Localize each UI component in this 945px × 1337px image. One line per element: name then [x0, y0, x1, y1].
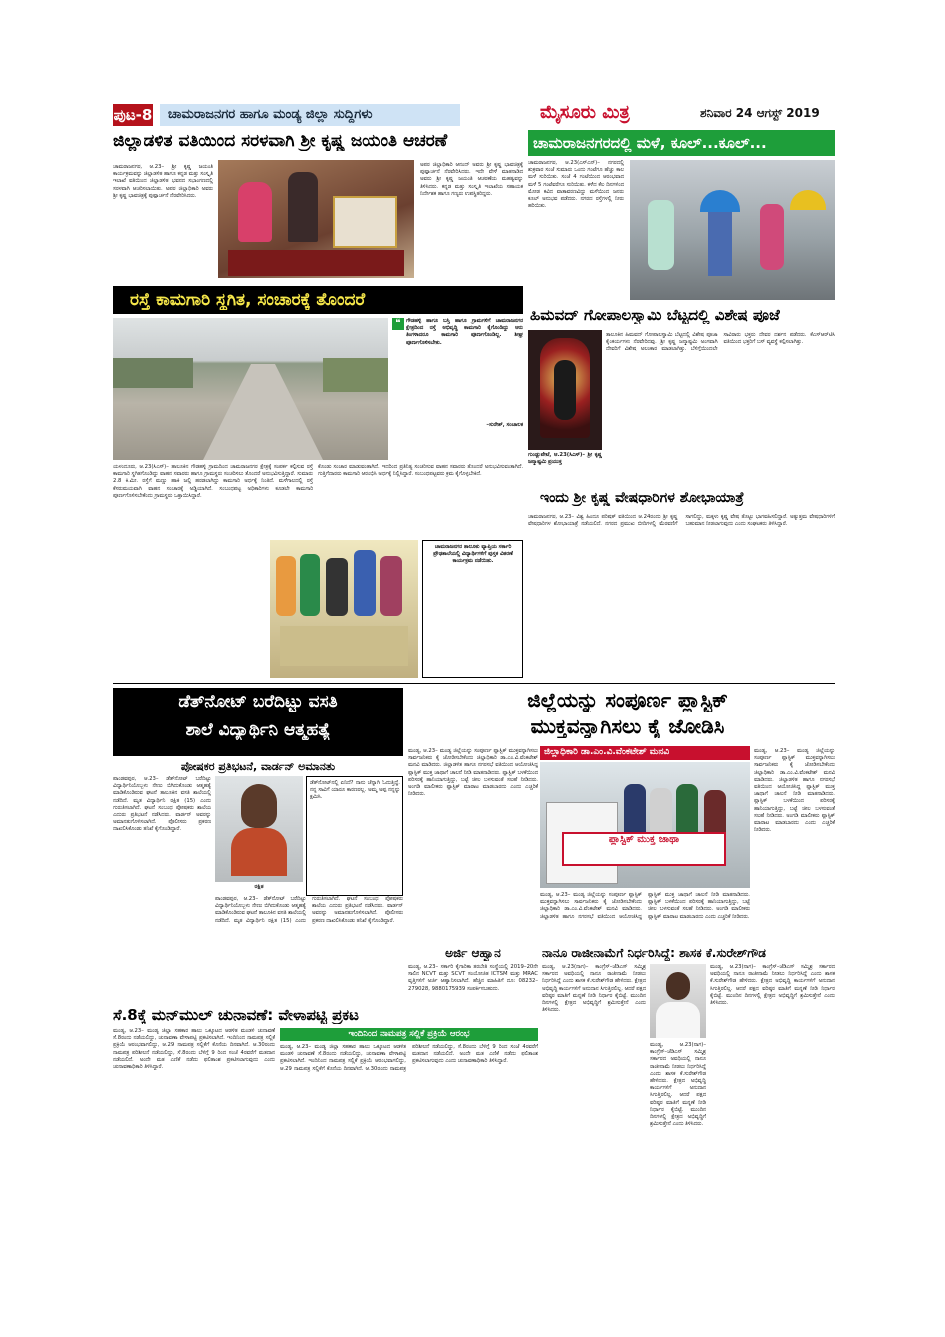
manmul-strip: ಇಂದಿನಿಂದ ನಾಮಪತ್ರ ಸಲ್ಲಿಕೆ ಪ್ರಕ್ರಿಯೆ ಆರಂಭ — [348, 1029, 470, 1039]
school-photo — [270, 540, 418, 678]
rajinama-photo — [650, 964, 706, 1038]
rajinama-body-2: ಮಂಡ್ಯ, ಆ.23(ನಾಗ)– ಕಾಂಗ್ರೆಸ್–ಜೆಡಿಎಸ್ ಸಮ್ಮಿಶ್ರ ಸರ್ಕಾರದ ಅವಧಿಯಲ್ಲಿ ನಾನೂ ರಾಜೀನಾಮೆ ನೀಡಲು ನಿರ್ಧರಿಸಿದ್ದೆ ಎಂದು ಶಾಸಕ ಕೆ.ಸುರೇಶ್‌ಗೌಡ ಹೇಳಿದರು. ಕ್ಷೇತ್ರದ ಅಭಿವೃದ್ಧಿ ಕಾರ್ಯಗಳಿಗೆ ಅನುದಾನ ಸಿಗುತ್ತಿರಲಿಲ್ಲ. ಆದರೆ ಪಕ್ಷದ ವರಿಷ್ಠರ ಮಾತಿಗೆ ಮನ್ನಣೆ ನೀಡಿ ನಿರ್ಧಾರ ಕೈಬಿಟ್ಟೆ. ಮುಂದಿನ ದಿನಗಳಲ್ಲಿ ಕ್ಷೇತ್ರದ ಅಭಿವೃದ್ಧಿಗೆ ಶ್ರಮಿಸುತ್ತೇನೆ ಎಂದು ತಿಳಿಸಿದರು. — [710, 964, 835, 1007]
road-quote-box — [392, 318, 523, 442]
manmul-headline: ಸೆ.8ಕ್ಕೆ ಮನ್‌ಮುಲ್ ಚುನಾವಣೆ: ವೇಳಾಪಟ್ಟಿ ಪ್ರಕಟ — [113, 1006, 359, 1024]
plastic-headline-1: ಜಿಲ್ಲೆಯನ್ನು ಸಂಪೂರ್ಣ ಪ್ಲಾಸ್ಟಿಕ್ — [527, 688, 728, 712]
death-headline-2: ಶಾಲೆ ವಿದ್ಯಾರ್ಥಿನಿ ಆತ್ಮಹತ್ಯೆ — [185, 720, 331, 740]
himavad-caption: ಗುಂಡ್ಲುಪೇಟೆ, ಆ.23(ಸಿಎಸ್)– ಶ್ರೀ ಕೃಷ್ಣ ಜನ್ಮಾಷ್ಟಮಿ ಪ್ರಯುಕ್ತ — [528, 452, 602, 466]
procession-headline: ಇಂದು ಶ್ರೀ ಕೃಷ್ಣ ವೇಷಧಾರಿಗಳ ಶೋಭಾಯಾತ್ರೆ — [540, 490, 744, 506]
plastic-banner: ಪ್ಲಾಸ್ಟಿಕ್ ಮುಕ್ತ ಜಾಥಾ — [608, 834, 680, 845]
newspaper-brand: ಮೈಸೂರು ಮಿತ್ರ — [540, 102, 630, 123]
rajinama-body: ಮಂಡ್ಯ, ಆ.23(ನಾಗ)– ಕಾಂಗ್ರೆಸ್–ಜೆಡಿಎಸ್ ಸಮ್ಮಿಶ್ರ ಸರ್ಕಾರದ ಅವಧಿಯಲ್ಲಿ ನಾನೂ ರಾಜೀನಾಮೆ ನೀಡಲು ನಿರ್ಧರಿಸಿದ್ದೆ ಎಂದು ಶಾಸಕ ಕೆ.ಸುರೇಶ್‌ಗೌಡ ಹೇಳಿದರು. ಕ್ಷೇತ್ರದ ಅಭಿವೃದ್ಧಿ ಕಾರ್ಯಗಳಿಗೆ ಅನುದಾನ ಸಿಗುತ್ತಿರಲಿಲ್ಲ. ಆದರೆ ಪಕ್ಷದ ವರಿಷ್ಠರ ಮಾತಿಗೆ ಮನ್ನಣೆ ನೀಡಿ ನಿರ್ಧಾರ ಕೈಬಿಟ್ಟೆ. ಮುಂದಿನ ದಿನಗಳಲ್ಲಿ ಕ್ಷೇತ್ರದ ಅಭಿವೃದ್ಧಿಗೆ ಶ್ರಮಿಸುತ್ತೇನೆ ಎಂದು ತಿಳಿಸಿದರು. — [542, 964, 646, 1014]
death-headline-1: ಡೆತ್‌ನೋಟ್ ಬರೆದಿಟ್ಟು ವಸತಿ — [178, 692, 338, 712]
road-body-2: ಕೊಂಡು ಸಂಚಾರ ಮಾಡುವಂತಾಗಿದೆ. ಇದರಿಂದ ಪ್ರತಿನಿತ್ಯ ಸಂಚರಿಸುವ ವಾಹನ ಸವಾರರು ತೊಂದರೆ ಅನುಭವಿಸುವಂತಾಗಿದೆ. ಗುತ್ತಿಗೆದಾರರು ಕಾಮಗಾರಿ ಆರಂಭಿಸಿ ಅರ್ಧಕ್ಕೆ ನಿಲ್ಲಿಸಿದ್ದಾರೆ. ಸಂಬಂಧಪಟ್ಟವರು ಕ್ರಮ ಕೈಗೊಳ್ಳಬೇಕಿದೆ. — [318, 464, 523, 478]
application-headline: ಅರ್ಜಿ ಆಹ್ವಾನ — [445, 946, 501, 960]
death-body: ಪಾಂಡವಪುರ, ಆ.23– ಡೆತ್‌ನೋಟ್ ಬರೆದಿಟ್ಟು ವಿದ್ಯಾರ್ಥಿನಿಯೊಬ್ಬಳು ನೇಣು ಬಿಗಿದುಕೊಂಡು ಆತ್ಮಹತ್ಯೆ ಮಾಡಿಕೊಂಡಿರುವ ಘಟನೆ ತಾಲೂಕಿನ ವಸತಿ ಶಾಲೆಯಲ್ಲಿ ನಡೆದಿದೆ. ಮೃತ ವಿದ್ಯಾರ್ಥಿನಿ ರಕ್ಷಿತ (15) ಎಂದು ಗುರುತಿಸಲಾಗಿದೆ. ಘಟನೆ ಸಂಬಂಧ ಪೋಷಕರು ಶಾಲೆಯ ಎದುರು ಪ್ರತಿಭಟನೆ ನಡೆಸಿದರು. ವಾರ್ಡನ್ ಅವರನ್ನು ಅಮಾನತುಗೊಳಿಸಲಾಗಿದೆ. ಪೊಲೀಸರು ಪ್ರಕರಣ ದಾಖಲಿಸಿಕೊಂಡು ತನಿಖೆ ಕೈಗೊಂಡಿದ್ದಾರೆ. — [113, 776, 211, 833]
page-number-badge: ಪುಟ-8 — [113, 106, 153, 124]
krishna-headline: ಜಿಲ್ಲಾಡಳಿತ ವತಿಯಿಂದ ಸರಳವಾಗಿ ಶ್ರೀ ಕೃಷ್ಣ ಜಯಂತಿ ಆಚರಣೆ — [113, 131, 448, 151]
procession-body: ಚಾಮರಾಜನಗರ, ಆ.23– ವಿಶ್ವ ಹಿಂದೂ ಪರಿಷತ್ ವತಿಯಿಂದ ಆ.24ರಂದು ಶ್ರೀ ಕೃಷ್ಣ ವೇಷಧಾರಿಗಳ ಶೋಭಾಯಾತ್ರೆ ನಡೆಯಲಿದೆ. ನಗರದ ಪ್ರಮುಖ ಬೀದಿಗಳಲ್ಲಿ ಮೆರವಣಿಗೆ ಸಾಗಲಿದ್ದು, ಮಕ್ಕಳು ಕೃಷ್ಣ ವೇಷ ತೊಟ್ಟು ಭಾಗವಹಿಸಲಿದ್ದಾರೆ. ಅತ್ಯುತ್ತಮ ವೇಷಧಾರಿಗಳಿಗೆ ಬಹುಮಾನ ನೀಡಲಾಗುವುದು ಎಂದು ಸಂಘಟಕರು ತಿಳಿಸಿದ್ದಾರೆ. — [528, 514, 835, 528]
rain-photo — [630, 160, 835, 300]
road-body: ಯಳಂದೂರು, ಆ.23(ಸಿಎಸ್)– ತಾಲೂಕಿನ ಗೌಡಹಳ್ಳಿ ಗ್ರಾಮದಿಂದ ಚಾಮರಾಜನಗರ ಕ್ಷೇತ್ರಕ್ಕೆ ಸಂಪರ್ಕ ಕಲ್ಪಿಸುವ ರಸ್ತೆ ಕಾಮಗಾರಿ ಸ್ಥಗಿತಗೊಂಡಿದ್ದು ವಾಹನ ಸವಾರರು ಹಾಗೂ ಗ್ರಾಮಸ್ಥರು ಸಂಚರಿಸಲು ತೊಂದರೆ ಅನುಭವಿಸುತ್ತಿದ್ದಾರೆ. ಸುಮಾರು 2.8 ಕಿ.ಮೀ. ರಸ್ತೆಗೆ ಮಣ್ಣು ಹಾಕಿ ಜಲ್ಲಿ ಹರಡಲಾಗಿದ್ದು ಕಾಮಗಾರಿ ಅರ್ಧಕ್ಕೆ ನಿಂತಿದೆ. ಮಳೆಗಾಲದಲ್ಲಿ ರಸ್ತೆ ಕೆಸರುಮಯವಾಗಿ ವಾಹನ ಸಂಚಾರಕ್ಕೆ ಅಡ್ಡಿಯಾಗಿದೆ. ಸಂಬಂಧಪಟ್ಟ ಅಧಿಕಾರಿಗಳು ಕೂಡಲೇ ಕಾಮಗಾರಿ ಪೂರ್ಣಗೊಳಿಸಬೇಕೆಂದು ಗ್ರಾಮಸ್ಥರು ಒತ್ತಾಯಿಸಿದ್ದಾರೆ. — [113, 464, 313, 499]
application-body: ಮಂಡ್ಯ, ಆ.23– ಸರ್ಕಾರಿ ಕೈಗಾರಿಕಾ ತರಬೇತಿ ಸಂಸ್ಥೆಯಲ್ಲಿ 2019–20ನೇ ಸಾಲಿನ NCVT ಮತ್ತು SCVT ಸಂಯೋಜಿತ ICTSM ಮತ್ತು MRAC ವೃತ್ತಿಗಳಿಗೆ ಅರ್ಜಿ ಆಹ್ವಾನಿಸಲಾಗಿದೆ. ಹೆಚ್ಚಿನ ಮಾಹಿತಿಗೆ ದೂ: 08232–279028, 9880175939 ಸಂಪರ್ಕಿಸಬಹುದು. — [408, 964, 538, 992]
himavad-photo — [528, 330, 602, 450]
plastic-headline-2: ಮುಕ್ತವನ್ನಾಗಿಸಲು ಕೈ ಜೋಡಿಸಿ — [530, 714, 725, 738]
road-quote-text: ಗೌಡಹಳ್ಳಿ ಹಾಗೂ ಬಸ್ತಿ ಹಾಗೂ ಗ್ರಾಮಗಳಿಗೆ ಚಾಮರಾಜನಗರ ಕ್ಷೇತ್ರದಿಂದ ರಸ್ತೆ ಅಭಿವೃದ್ಧಿ ಕಾಮಗಾರಿ ಕೈಗೊಂಡಿದ್ದು ಆರು ತಿಂಗಳಾದರೂ ಕಾಮಗಾರಿ ಪೂರ್ಣಗೊಂಡಿಲ್ಲ. ಶೀಘ್ರ ಪೂರ್ಣಗೊಳಿಸಬೇಕು. — [406, 318, 523, 346]
krishna-body-right: ಅಪರ ಜಿಲ್ಲಾಧಿಕಾರಿ ಆನಂದ್ ಅವರು ಶ್ರೀ ಕೃಷ್ಣ ಭಾವಚಿತ್ರಕ್ಕೆ ಪುಷ್ಪಾರ್ಚನೆ ನೆರವೇರಿಸಿದರು. ಇದೇ ವೇಳೆ ಮಾತನಾಡಿದ ಅವರು ಶ್ರೀ ಕೃಷ್ಣ ಜಯಂತಿ ಆಚರಣೆಯ ಮಹತ್ವವನ್ನು ತಿಳಿಸಿದರು. ಕನ್ನಡ ಮತ್ತು ಸಂಸ್ಕೃತಿ ಇಲಾಖೆಯ ಸಹಾಯಕ ನಿರ್ದೇಶಕ ಹಾಗೂ ಗಣ್ಯರು ಉಪಸ್ಥಿತರಿದ್ದರು. — [420, 162, 523, 197]
death-subhead: ಪೋಷಕರ ಪ್ರತಿಭಟನೆ, ವಾರ್ಡನ್ ಅಮಾನತು — [180, 760, 336, 773]
death-sidebox-text: ಡೆತ್‌ನೋಟ್‌ನಲ್ಲಿ ಏನಿದೆ? ನಾನು ಚೆನ್ನಾಗಿ ಓದುತ್ತಿದ್ದೆ. ನನ್ನ ಸಾವಿಗೆ ಯಾರೂ ಕಾರಣರಲ್ಲ. ಅಮ್ಮ ಅಪ್ಪ ನನ್ನನ್ನು ಕ್ಷಮಿಸಿ. — [310, 780, 400, 801]
plastic-body: ಮಂಡ್ಯ, ಆ.23– ಮಂಡ್ಯ ಜಿಲ್ಲೆಯನ್ನು ಸಂಪೂರ್ಣ ಪ್ಲಾಸ್ಟಿಕ್ ಮುಕ್ತವನ್ನಾಗಿಸಲು ಸಾರ್ವಜನಿಕರು ಕೈ ಜೋಡಿಸಬೇಕೆಂದು ಜಿಲ್ಲಾಧಿಕಾರಿ ಡಾ.ಎಂ.ವಿ.ವೆಂಕಟೇಶ್ ಮನವಿ ಮಾಡಿದರು. ಜಿಲ್ಲಾಡಳಿತ ಹಾಗೂ ನಗರಸಭೆ ವತಿಯಿಂದ ಆಯೋಜಿಸಿದ್ದ ಪ್ಲಾಸ್ಟಿಕ್ ಮುಕ್ತ ಜಾಥಾಗೆ ಚಾಲನೆ ನೀಡಿ ಮಾತನಾಡಿದರು. ಪ್ಲಾಸ್ಟಿಕ್ ಬಳಕೆಯಿಂದ ಪರಿಸರಕ್ಕೆ ಹಾನಿಯಾಗುತ್ತಿದ್ದು, ಬಟ್ಟೆ ಚೀಲ ಬಳಸುವಂತೆ ಸಲಹೆ ನೀಡಿದರು. ಅಂಗಡಿ ಮಾಲೀಕರು ಪ್ಲಾಸ್ಟಿಕ್ ಮಾರಾಟ ಮಾಡಬಾರದು ಎಂದು ಎಚ್ಚರಿಕೆ ನೀಡಿದರು. — [408, 748, 538, 798]
death-photo — [215, 776, 303, 882]
plastic-body-3: ಮಂಡ್ಯ, ಆ.23– ಮಂಡ್ಯ ಜಿಲ್ಲೆಯನ್ನು ಸಂಪೂರ್ಣ ಪ್ಲಾಸ್ಟಿಕ್ ಮುಕ್ತವನ್ನಾಗಿಸಲು ಸಾರ್ವಜನಿಕರು ಕೈ ಜೋಡಿಸಬೇಕೆಂದು ಜಿಲ್ಲಾಧಿಕಾರಿ ಡಾ.ಎಂ.ವಿ.ವೆಂಕಟೇಶ್ ಮನವಿ ಮಾಡಿದರು. ಜಿಲ್ಲಾಡಳಿತ ಹಾಗೂ ನಗರಸಭೆ ವತಿಯಿಂದ ಆಯೋಜಿಸಿದ್ದ ಪ್ಲಾಸ್ಟಿಕ್ ಮುಕ್ತ ಜಾಥಾಗೆ ಚಾಲನೆ ನೀಡಿ ಮಾತನಾಡಿದರು. ಪ್ಲಾಸ್ಟಿಕ್ ಬಳಕೆಯಿಂದ ಪರಿಸರಕ್ಕೆ ಹಾನಿಯಾಗುತ್ತಿದ್ದು, ಬಟ್ಟೆ ಚೀಲ ಬಳಸುವಂತೆ ಸಲಹೆ ನೀಡಿದರು. ಅಂಗಡಿ ಮಾಲೀಕರು ಪ್ಲಾಸ್ಟಿಕ್ ಮಾರಾಟ ಮಾಡಬಾರದು ಎಂದು ಎಚ್ಚರಿಕೆ ನೀಡಿದರು. — [754, 748, 835, 834]
plastic-photo — [540, 762, 750, 888]
manmul-body: ಮಂಡ್ಯ, ಆ.23– ಮಂಡ್ಯ ಜಿಲ್ಲಾ ಸಹಕಾರ ಹಾಲು ಒಕ್ಕೂಟದ ಆಡಳಿತ ಮಂಡಳಿ ಚುನಾವಣೆ ಸೆ.8ರಂದು ನಡೆಯಲಿದ್ದು, ಚುನಾವಣಾ ವೇಳಾಪಟ್ಟಿ ಪ್ರಕಟಿಸಲಾಗಿದೆ. ಇಂದಿನಿಂದ ನಾಮಪತ್ರ ಸಲ್ಲಿಕೆ ಪ್ರಕ್ರಿಯೆ ಆರಂಭವಾಗಲಿದ್ದು, ಆ.29 ನಾಮಪತ್ರ ಸಲ್ಲಿಕೆಗೆ ಕೊನೆಯ ದಿನವಾಗಿದೆ. ಆ.30ರಂದು ನಾಮಪತ್ರ ಪರಿಶೀಲನೆ ನಡೆಯಲಿದ್ದು, ಸೆ.8ರಂದು ಬೆಳಿಗ್ಗೆ 9 ರಿಂದ ಸಂಜೆ 4ರವರೆಗೆ ಮತದಾನ ನಡೆಯಲಿದೆ. ಅಂದೇ ಮತ ಎಣಿಕೆ ನಡೆದು ಫಲಿತಾಂಶ ಪ್ರಕಟಿಸಲಾಗುವುದು ಎಂದು ಚುನಾವಣಾಧಿಕಾರಿ ತಿಳಿಸಿದ್ದಾರೆ. — [113, 1028, 275, 1071]
himavad-body: ತಾಲೂಕಿನ ಹಿಮವದ್ ಗೋಪಾಲಸ್ವಾಮಿ ಬೆಟ್ಟದಲ್ಲಿ ವಿಶೇಷ ಪೂಜಾ ಕೈಂಕರ್ಯಗಳು ನೆರವೇರಿದವು. ಶ್ರೀ ಕೃಷ್ಣ ಜನ್ಮಾಷ್ಟಮಿ ಅಂಗವಾಗಿ ದೇವರಿಗೆ ವಿಶೇಷ ಅಲಂಕಾರ ಮಾಡಲಾಗಿತ್ತು. ಬೆಳಿಗ್ಗೆಯಿಂದಲೇ ಸಾವಿರಾರು ಭಕ್ತರು ದೇವರ ದರ್ಶನ ಪಡೆದರು. ಕೆಎಸ್‌ಆರ್‌ಟಿಸಿ ವತಿಯಿಂದ ಭಕ್ತರಿಗೆ ಬಸ್ ವ್ಯವಸ್ಥೆ ಕಲ್ಪಿಸಲಾಗಿತ್ತು. — [606, 332, 835, 353]
death-sidebox — [306, 776, 403, 896]
road-headline: ರಸ್ತೆ ಕಾಮಗಾರಿ ಸ್ಥಗಿತ, ಸಂಚಾರಕ್ಕೆ ತೊಂದರೆ — [130, 290, 366, 310]
death-photo-label: ರಕ್ಷಿತ — [254, 884, 264, 890]
krishna-body-left: ಚಾಮರಾಜನಗರ, ಆ.23– ಶ್ರೀ ಕೃಷ್ಣ ಜಯಂತಿ ಕಾರ್ಯಕ್ರಮವನ್ನು ಜಿಲ್ಲಾಡಳಿತ ಹಾಗೂ ಕನ್ನಡ ಮತ್ತು ಸಂಸ್ಕೃತಿ ಇಲಾಖೆ ವತಿಯಿಂದ ಜಿಲ್ಲಾಡಳಿತ ಭವನದ ಸಭಾಂಗಣದಲ್ಲಿ ಸರಳವಾಗಿ ಆಚರಿಸಲಾಯಿತು. ಅಪರ ಜಿಲ್ಲಾಧಿಕಾರಿ ಅವರು ಶ್ರೀ ಕೃಷ್ಣ ಭಾವಚಿತ್ರಕ್ಕೆ ಪುಷ್ಪಾರ್ಚನೆ ನೆರವೇರಿಸಿದರು. — [113, 164, 213, 199]
rajinama-body-3: ಮಂಡ್ಯ, ಆ.23(ನಾಗ)– ಕಾಂಗ್ರೆಸ್–ಜೆಡಿಎಸ್ ಸಮ್ಮಿಶ್ರ ಸರ್ಕಾರದ ಅವಧಿಯಲ್ಲಿ ನಾನೂ ರಾಜೀನಾಮೆ ನೀಡಲು ನಿರ್ಧರಿಸಿದ್ದೆ ಎಂದು ಶಾಸಕ ಕೆ.ಸುರೇಶ್‌ಗೌಡ ಹೇಳಿದರು. ಕ್ಷೇತ್ರದ ಅಭಿವೃದ್ಧಿ ಕಾರ್ಯಗಳಿಗೆ ಅನುದಾನ ಸಿಗುತ್ತಿರಲಿಲ್ಲ. ಆದರೆ ಪಕ್ಷದ ವರಿಷ್ಠರ ಮಾತಿಗೆ ಮನ್ನಣೆ ನೀಡಿ ನಿರ್ಧಾರ ಕೈಬಿಟ್ಟೆ. ಮುಂದಿನ ದಿನಗಳಲ್ಲಿ ಕ್ಷೇತ್ರದ ಅಭಿವೃದ್ಧಿಗೆ ಶ್ರಮಿಸುತ್ತೇನೆ ಎಂದು ತಿಳಿಸಿದರು. — [650, 1042, 706, 1128]
road-quote-mark: ❝ — [392, 318, 404, 330]
plastic-ribbon: ಜಿಲ್ಲಾಧಿಕಾರಿ ಡಾ.ಎಂ.ವಿ.ವೆಂಕಟೇಶ್ ಮನವಿ — [544, 747, 670, 757]
school-caption: ಚಾಮರಾಜನಗರ ತಾಲೂಕು ವ್ಯಾಪ್ತಿಯ ಸರ್ಕಾರಿ ಪ್ರೌಢಶಾಲೆಯಲ್ಲಿ ವಿದ್ಯಾರ್ಥಿಗಳಿಗೆ ಪುಸ್ತಕ ವಿತರಣೆ ಕಾರ್ಯಕ್ರಮ ನಡೆಯಿತು. — [433, 544, 513, 565]
school-caption-box — [422, 540, 523, 678]
section-title: ಚಾಮರಾಜನಗರ ಹಾಗೂ ಮಂಡ್ಯ ಜಿಲ್ಲಾ ಸುದ್ದಿಗಳು — [160, 104, 460, 126]
road-photo — [113, 318, 388, 460]
plastic-body-2: ಮಂಡ್ಯ, ಆ.23– ಮಂಡ್ಯ ಜಿಲ್ಲೆಯನ್ನು ಸಂಪೂರ್ಣ ಪ್ಲಾಸ್ಟಿಕ್ ಮುಕ್ತವನ್ನಾಗಿಸಲು ಸಾರ್ವಜನಿಕರು ಕೈ ಜೋಡಿಸಬೇಕೆಂದು ಜಿಲ್ಲಾಧಿಕಾರಿ ಡಾ.ಎಂ.ವಿ.ವೆಂಕಟೇಶ್ ಮನವಿ ಮಾಡಿದರು. ಜಿಲ್ಲಾಡಳಿತ ಹಾಗೂ ನಗರಸಭೆ ವತಿಯಿಂದ ಆಯೋಜಿಸಿದ್ದ ಪ್ಲಾಸ್ಟಿಕ್ ಮುಕ್ತ ಜಾಥಾಗೆ ಚಾಲನೆ ನೀಡಿ ಮಾತನಾಡಿದರು. ಪ್ಲಾಸ್ಟಿಕ್ ಬಳಕೆಯಿಂದ ಪರಿಸರಕ್ಕೆ ಹಾನಿಯಾಗುತ್ತಿದ್ದು, ಬಟ್ಟೆ ಚೀಲ ಬಳಸುವಂತೆ ಸಲಹೆ ನೀಡಿದರು. ಅಂಗಡಿ ಮಾಲೀಕರು ಪ್ಲಾಸ್ಟಿಕ್ ಮಾರಾಟ ಮಾಡಬಾರದು ಎಂದು ಎಚ್ಚರಿಕೆ ನೀಡಿದರು. — [540, 892, 750, 920]
krishna-photo — [218, 160, 414, 278]
rain-body: ಚಾಮರಾಜನಗರ, ಆ.23(ಎಸ್‌ಎನ್)– ನಗರದಲ್ಲಿ ಶುಕ್ರವಾರ ಸಂಜೆ ಸುಮಾರು ಒಂದು ಗಂಟೆಗೂ ಹೆಚ್ಚು ಕಾಲ ಮಳೆ ಸುರಿಯಿತು. ಸಂಜೆ 4 ಗಂಟೆಯಿಂದ ಆರಂಭವಾದ ಮಳೆ 5 ಗಂಟೆವರೆಗೂ ಸುರಿಯಿತು. ಕಳೆದ ಕೆಲ ದಿನಗಳಿಂದ ಮೋಡ ಕವಿದ ವಾತಾವರಣವಿದ್ದು ಮಳೆಯಿಂದ ಜನರು ಕೂಲ್ ಅನುಭವ ಪಡೆದರು. ನಗರದ ರಸ್ತೆಗಳಲ್ಲಿ ನೀರು ಹರಿಯಿತು. — [528, 160, 624, 210]
himavad-headline: ಹಿಮವದ್ ಗೋಪಾಲಸ್ವಾಮಿ ಬೆಟ್ಟದಲ್ಲಿ ವಿಶೇಷ ಪೂಜೆ — [530, 306, 780, 324]
issue-date: ಶನಿವಾರ 24 ಆಗಸ್ಟ್ 2019 — [700, 106, 820, 120]
rain-headline: ಚಾಮರಾಜನಗರದಲ್ಲಿ ಮಳೆ, ಕೂಲ್...ಕೂಲ್... — [533, 134, 767, 152]
death-body-2: ಪಾಂಡವಪುರ, ಆ.23– ಡೆತ್‌ನೋಟ್ ಬರೆದಿಟ್ಟು ವಿದ್ಯಾರ್ಥಿನಿಯೊಬ್ಬಳು ನೇಣು ಬಿಗಿದುಕೊಂಡು ಆತ್ಮಹತ್ಯೆ ಮಾಡಿಕೊಂಡಿರುವ ಘಟನೆ ತಾಲೂಕಿನ ವಸತಿ ಶಾಲೆಯಲ್ಲಿ ನಡೆದಿದೆ. ಮೃತ ವಿದ್ಯಾರ್ಥಿನಿ ರಕ್ಷಿತ (15) ಎಂದು ಗುರುತಿಸಲಾಗಿದೆ. ಘಟನೆ ಸಂಬಂಧ ಪೋಷಕರು ಶಾಲೆಯ ಎದುರು ಪ್ರತಿಭಟನೆ ನಡೆಸಿದರು. ವಾರ್ಡನ್ ಅವರನ್ನು ಅಮಾನತುಗೊಳಿಸಲಾಗಿದೆ. ಪೊಲೀಸರು ಪ್ರಕರಣ ದಾಖಲಿಸಿಕೊಂಡು ತನಿಖೆ ಕೈಗೊಂಡಿದ್ದಾರೆ. — [215, 896, 403, 924]
rajinama-headline: ನಾನೂ ರಾಜೀನಾಮೆಗೆ ನಿರ್ಧರಿಸಿದ್ದೆ: ಶಾಸಕ ಕೆ.ಸುರೇಶ್‌ಗೌಡ — [542, 946, 766, 960]
section-divider — [113, 683, 835, 684]
manmul-body-2: ಮಂಡ್ಯ, ಆ.23– ಮಂಡ್ಯ ಜಿಲ್ಲಾ ಸಹಕಾರ ಹಾಲು ಒಕ್ಕೂಟದ ಆಡಳಿತ ಮಂಡಳಿ ಚುನಾವಣೆ ಸೆ.8ರಂದು ನಡೆಯಲಿದ್ದು, ಚುನಾವಣಾ ವೇಳಾಪಟ್ಟಿ ಪ್ರಕಟಿಸಲಾಗಿದೆ. ಇಂದಿನಿಂದ ನಾಮಪತ್ರ ಸಲ್ಲಿಕೆ ಪ್ರಕ್ರಿಯೆ ಆರಂಭವಾಗಲಿದ್ದು, ಆ.29 ನಾಮಪತ್ರ ಸಲ್ಲಿಕೆಗೆ ಕೊನೆಯ ದಿನವಾಗಿದೆ. ಆ.30ರಂದು ನಾಮಪತ್ರ ಪರಿಶೀಲನೆ ನಡೆಯಲಿದ್ದು, ಸೆ.8ರಂದು ಬೆಳಿಗ್ಗೆ 9 ರಿಂದ ಸಂಜೆ 4ರವರೆಗೆ ಮತದಾನ ನಡೆಯಲಿದೆ. ಅಂದೇ ಮತ ಎಣಿಕೆ ನಡೆದು ಫಲಿತಾಂಶ ಪ್ರಕಟಿಸಲಾಗುವುದು ಎಂದು ಚುನಾವಣಾಧಿಕಾರಿ ತಿಳಿಸಿದ್ದಾರೆ. — [280, 1044, 538, 1072]
road-quote-attrib: –ಸುರೇಶ್, ಸಂಚಾಲಕ — [486, 422, 523, 428]
